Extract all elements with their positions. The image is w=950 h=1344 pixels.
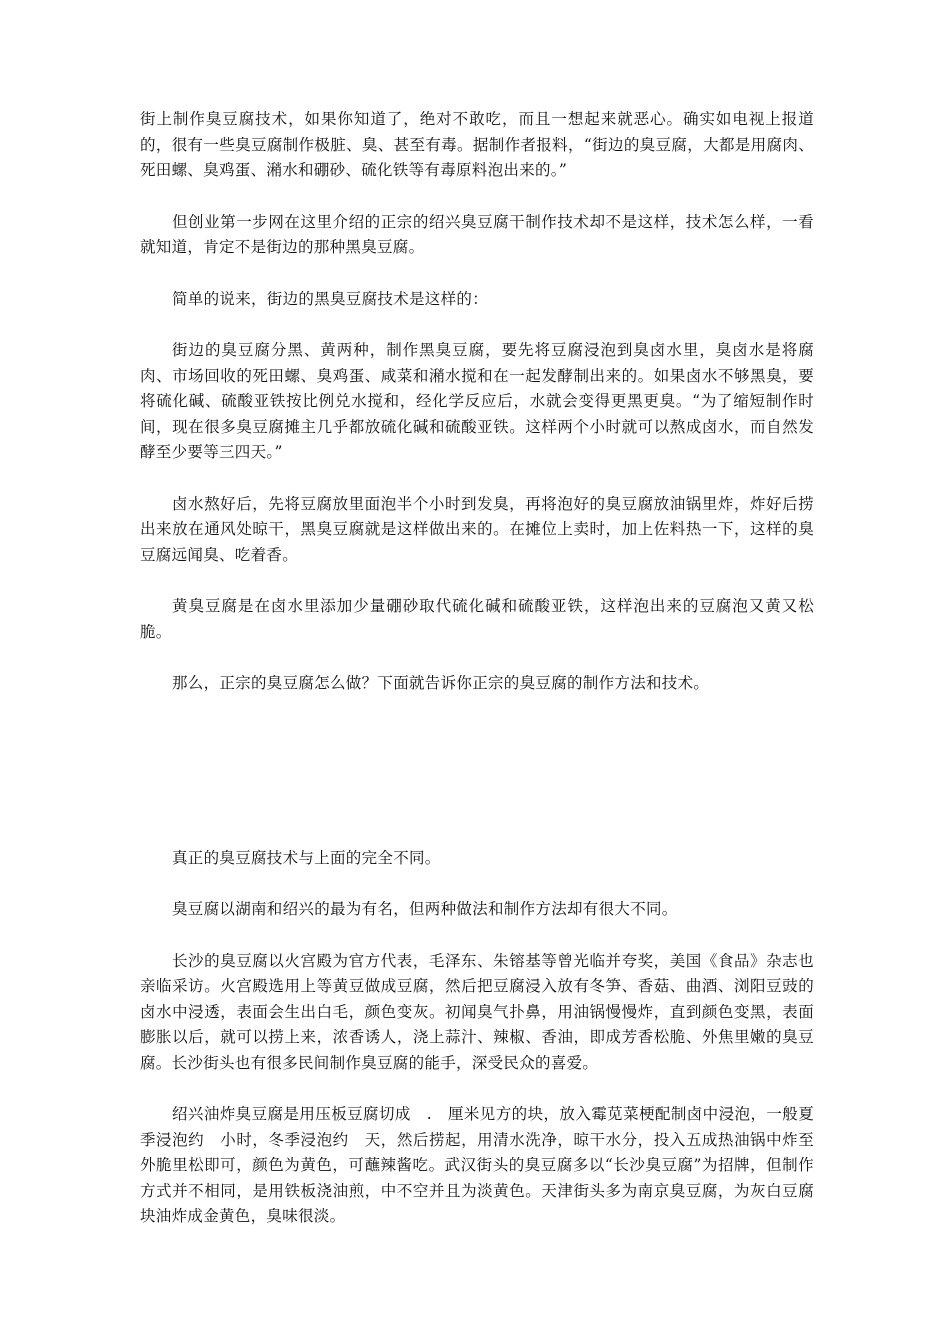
paragraph-changsha: 长沙的臭豆腐以火宫殿为官方代表，毛泽东、朱镕基等曾光临并夸奖，美国《食品》杂志也亲临采访。火宫殿选用上等黄豆做成豆腐，然后把豆腐浸入放有冬笋、香菇、曲酒、浏阳豆豉的卤水中浸透，表面会生出白毛，颜色变灰。初闻臭气扑鼻，用油锅慢慢炸，直到颜色变黑，表面膨胀以后，就可以捞上来，浓香诱人，浇上蒜汁、辣椒、香油，即成芳香松脆、外焦里嫩的臭豆腐。长沙街头也有很多民间制作臭豆腐的能手，深受民众的喜爱。	[140, 951, 814, 1072]
paragraph-hunan-shaoxing: 臭豆腐以湖南和绍兴的最为有名，但两种做法和制作方法却有很大不同。	[172, 900, 678, 918]
paragraph-intro: 街上制作臭豆腐技术，如果你知道了，绝对不敢吃，而且一想起来就恶心。确实如电视上报道的，很有一些臭豆腐制作极脏、臭、甚至有毒。据制作者报料，“街边的臭豆腐，大都是用腐肉、死田螺、臭鸡蛋、潲水和硼砂、硫化铁等有毒原料泡出来的。”	[140, 110, 814, 179]
paragraph-authentic-shaoxing: 但创业第一步网在这里介绍的正宗的绍兴臭豆腐干制作技术却不是这样，技术怎么样，一看就知道，肯定不是街边的那种黑臭豆腐。	[140, 212, 814, 256]
paragraph-how-to-make: 那么，正宗的臭豆腐怎么做？下面就告诉你正宗的臭豆腐的制作方法和技术。	[172, 674, 710, 692]
blank-gap	[140, 723, 814, 846]
paragraph-shaoxing-fried: 绍兴油炸臭豆腐是用压板豆腐切成 . 厘米见方的块，放入霉苋菜梗配制卤中浸泡，一般夏季浸泡约 小时，冬季浸泡约 天，然后捞起，用清水洗净，晾干水分，投入五成热油锅中炸至外脆里松即可，颜色为黄色，可蘸辣酱吃。武汉街头的臭豆腐多以“长沙臭豆腐”为招牌，但制作方式并不相同，是用铁板浇油煎，中不空并且为淡黄色。天津街头多为南京臭豆腐，为灰白豆腐块油炸成金黄色，臭味很淡。	[140, 1105, 814, 1225]
document-page	[140, 107, 814, 1256]
paragraph-simple-explanation: 简单的说来，街边的黑臭豆腐技术是这样的：	[172, 289, 489, 308]
paragraph-black-tofu-brine: 街边的臭豆腐分黑、黄两种，制作黑臭豆腐，要先将豆腐浸泡到臭卤水里，臭卤水是将腐肉、市场回收的死田螺、臭鸡蛋、咸菜和潲水搅和在一起发酵制出来的。如果卤水不够黑臭，要将硫化碱、硫酸亚铁按比例兑水搅和，经化学反应后，水就会变得更黑更臭。“为了缩短制作时间，现在很多臭豆腐摊主几乎都放硫化碱和硫酸亚铁。这样两个小时就可以熬成卤水，而自然发酵至少要等三四天。”	[140, 341, 814, 461]
paragraph-yellow-tofu: 黄臭豆腐是在卤水里添加少量硼砂取代硫化碱和硫酸亚铁，这样泡出来的豆腐泡又黄又松脆。	[140, 597, 814, 641]
paragraph-frying-process: 卤水熬好后，先将豆腐放里面泡半个小时到发臭，再将泡好的臭豆腐放油锅里炸，炸好后捞出来放在通风处晾干，黑臭豆腐就是这样做出来的。在摊位上卖时，加上佐料热一下，这样的臭豆腐远闻臭、吃着香。	[140, 494, 814, 564]
paragraph-real-technique: 真正的臭豆腐技术与上面的完全不同。	[172, 848, 441, 867]
